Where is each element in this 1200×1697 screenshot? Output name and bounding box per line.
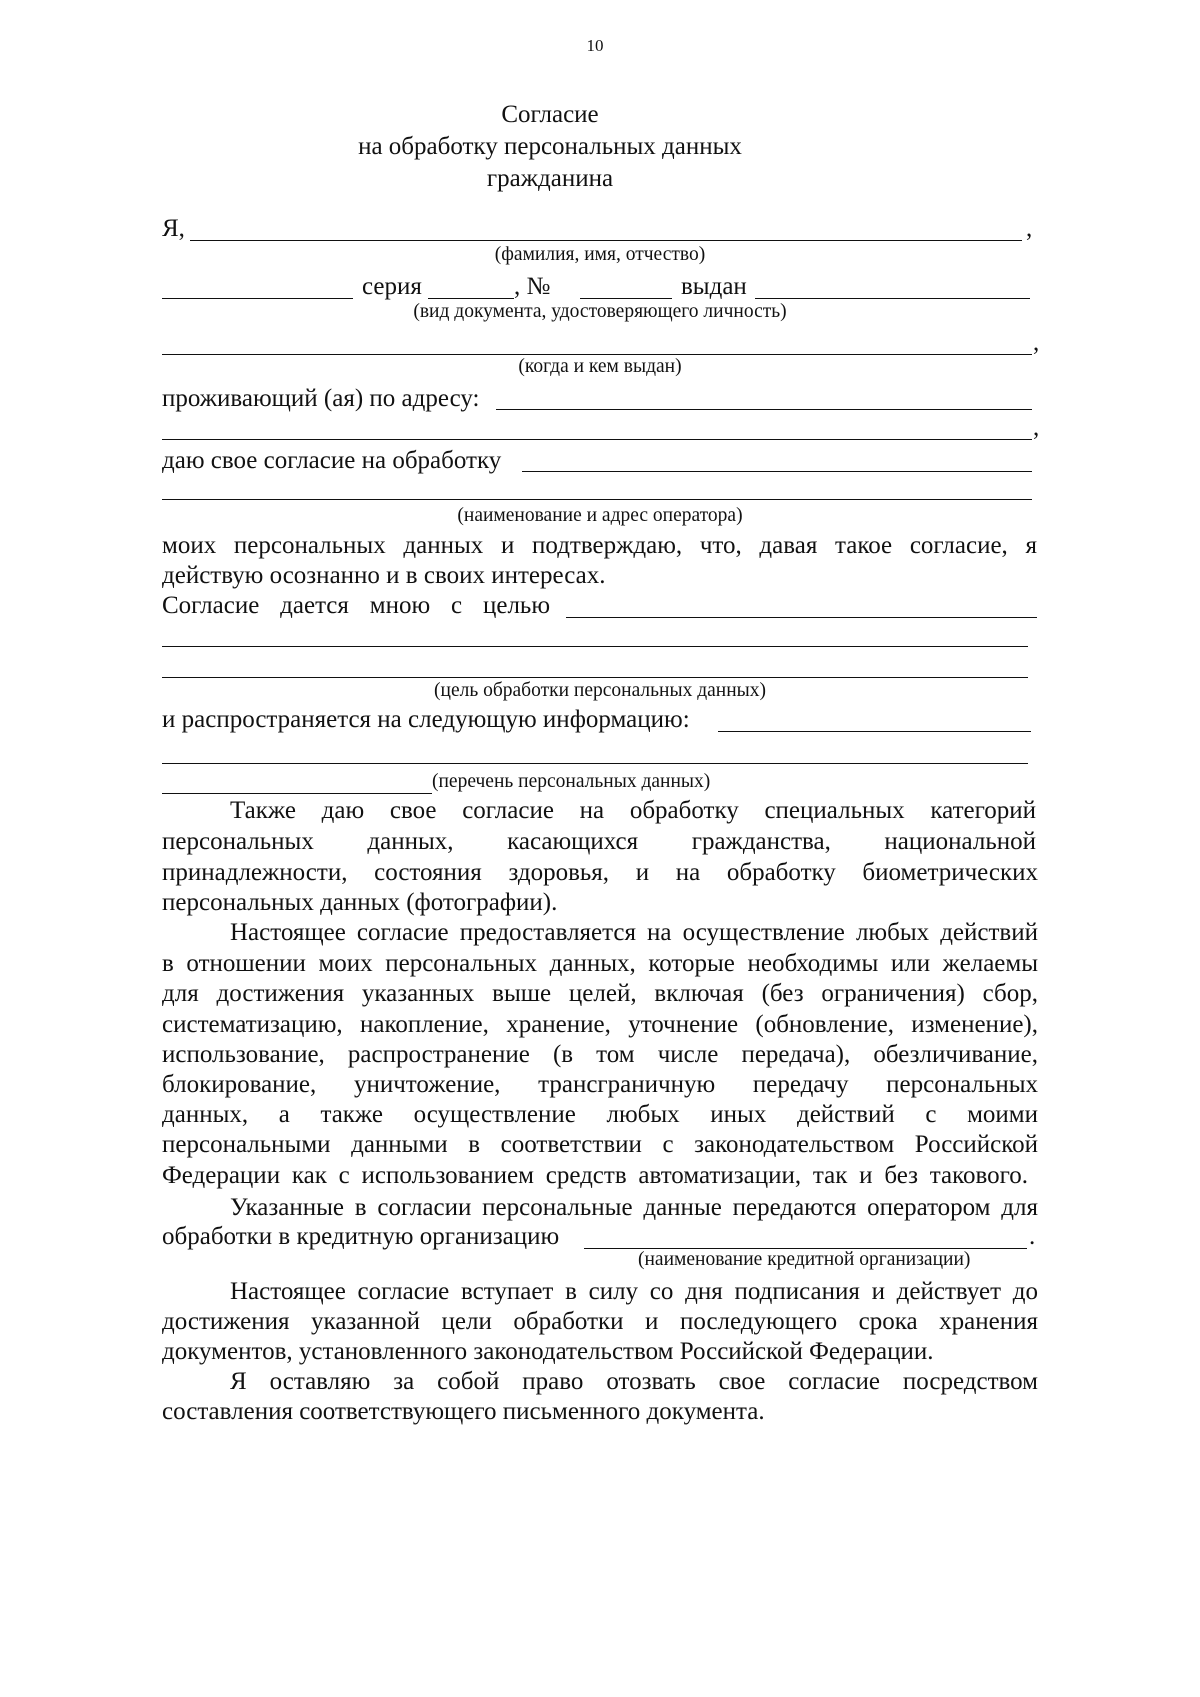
document-title-line-3: гражданина <box>486 165 614 192</box>
paragraph-6-line-2: составления соответствующего письменного документа. <box>162 1398 765 1425</box>
consent-label: даю свое согласие на обработку <box>162 447 502 474</box>
purpose-field-line-1 <box>566 617 1037 618</box>
seriya-field-line <box>428 298 514 299</box>
page-number: 10 <box>586 36 604 55</box>
paragraph-3-line-2: в отношении моих персональных данных, которые необходимы или желаемы <box>162 950 1038 977</box>
info-label: и распространяется на следующую информацию: <box>162 706 690 733</box>
purpose-field-line-2 <box>162 646 1028 647</box>
paragraph-1-line-2: действую осознанно и в своих интересах. <box>162 562 606 589</box>
nomer-label: , № <box>514 273 551 300</box>
info-field-line-3 <box>162 793 432 794</box>
vydan-field-line <box>755 298 1030 299</box>
paragraph-2-line-3: принадлежности, состояния здоровья, и на обработку биометрических <box>162 859 1038 886</box>
info-field-line-1 <box>718 731 1031 732</box>
nomer-field-line <box>580 298 672 299</box>
paragraph-4-line-2: обработки в кредитную организацию <box>162 1223 560 1250</box>
operator-field-line-2 <box>162 499 1032 500</box>
document-title-line-2: на обработку персональных данных <box>358 133 742 160</box>
fio-comma: , <box>1026 215 1033 242</box>
bank-period: . <box>1029 1223 1036 1250</box>
paragraph-3-line-4: систематизацию, накопление, хранение, уточнение (обновление, изменение), <box>162 1011 1038 1038</box>
paragraph-3-line-5: использование, распространение (в том числе передача), обезличивание, <box>162 1041 1038 1068</box>
address-field-line-2 <box>162 439 1032 440</box>
address-field-line-1 <box>496 409 1032 410</box>
ya-label: Я, <box>162 215 185 242</box>
document-title-line-1: Согласие <box>501 101 599 128</box>
address-comma: , <box>1033 414 1040 441</box>
paragraph-6-line-1: Я оставляю за собой право отозвать свое согласие посредством <box>230 1368 1038 1395</box>
when-caption: (когда и кем выдан) <box>518 356 682 377</box>
paragraph-5-line-1: Настоящее согласие вступает в силу со дня подписания и действует до <box>230 1278 1038 1305</box>
issued-by-field-line <box>162 354 1032 355</box>
paragraph-3-line-1: Настоящее согласие предоставляется на осуществление любых действий <box>230 919 1038 946</box>
paragraph-3-line-9: Федерации как с использованием средств автоматизации, так и без такового. <box>162 1162 1028 1189</box>
list-caption: (перечень персональных данных) <box>432 771 711 792</box>
issued-by-comma: , <box>1033 329 1040 356</box>
paragraph-1-line-1: моих персональных данных и подтверждаю, что, давая такое согласие, я <box>162 532 1037 559</box>
seriya-label: серия <box>362 273 422 300</box>
paragraph-5-line-3: документов, установленного законодательством Российской Федерации. <box>162 1338 934 1365</box>
paragraph-5-line-2: достижения указанной цели обработки и последующего срока хранения <box>162 1308 1038 1335</box>
address-label: проживающий (ая) по адресу: <box>162 385 480 412</box>
fio-field-line <box>190 240 1022 241</box>
purpose-field-line-3 <box>162 677 1028 678</box>
paragraph-3-line-8: персональными данными в соответствии с законодательством Российской <box>162 1131 1038 1158</box>
paragraph-2-line-1: Также даю свое согласие на обработку специальных категорий <box>230 797 1036 824</box>
paragraph-3-line-7: данных, а также осуществление любых иных действий с моими <box>162 1101 1038 1128</box>
paragraph-2-line-4: персональных данных (фотографии). <box>162 889 558 916</box>
paragraph-4-line-1: Указанные в согласии персональные данные передаются оператором для <box>230 1194 1038 1221</box>
doc-caption: (вид документа, удостоверяющего личность) <box>413 301 787 322</box>
vydan-label: выдан <box>681 273 747 300</box>
purpose-caption: (цель обработки персональных данных) <box>434 680 766 701</box>
fio-caption: (фамилия, имя, отчество) <box>494 244 706 265</box>
operator-caption: (наименование и адрес оператора) <box>457 505 743 526</box>
paragraph-3-line-3: для достижения указанных выше целей, включая (без ограничения) сбор, <box>162 980 1038 1007</box>
operator-field-line-1 <box>522 471 1032 472</box>
purpose-label: Согласие дается мною с целью <box>162 592 550 619</box>
bank-caption: (наименование кредитной организации) <box>638 1249 971 1270</box>
paragraph-2-line-2: персональных данных, касающихся гражданства, национальной <box>162 828 1036 855</box>
info-field-line-2 <box>162 763 1028 764</box>
paragraph-3-line-6: блокирование, уничтожение, трансграничную передачу персональных <box>162 1071 1038 1098</box>
doc-type-field-line <box>162 298 353 299</box>
